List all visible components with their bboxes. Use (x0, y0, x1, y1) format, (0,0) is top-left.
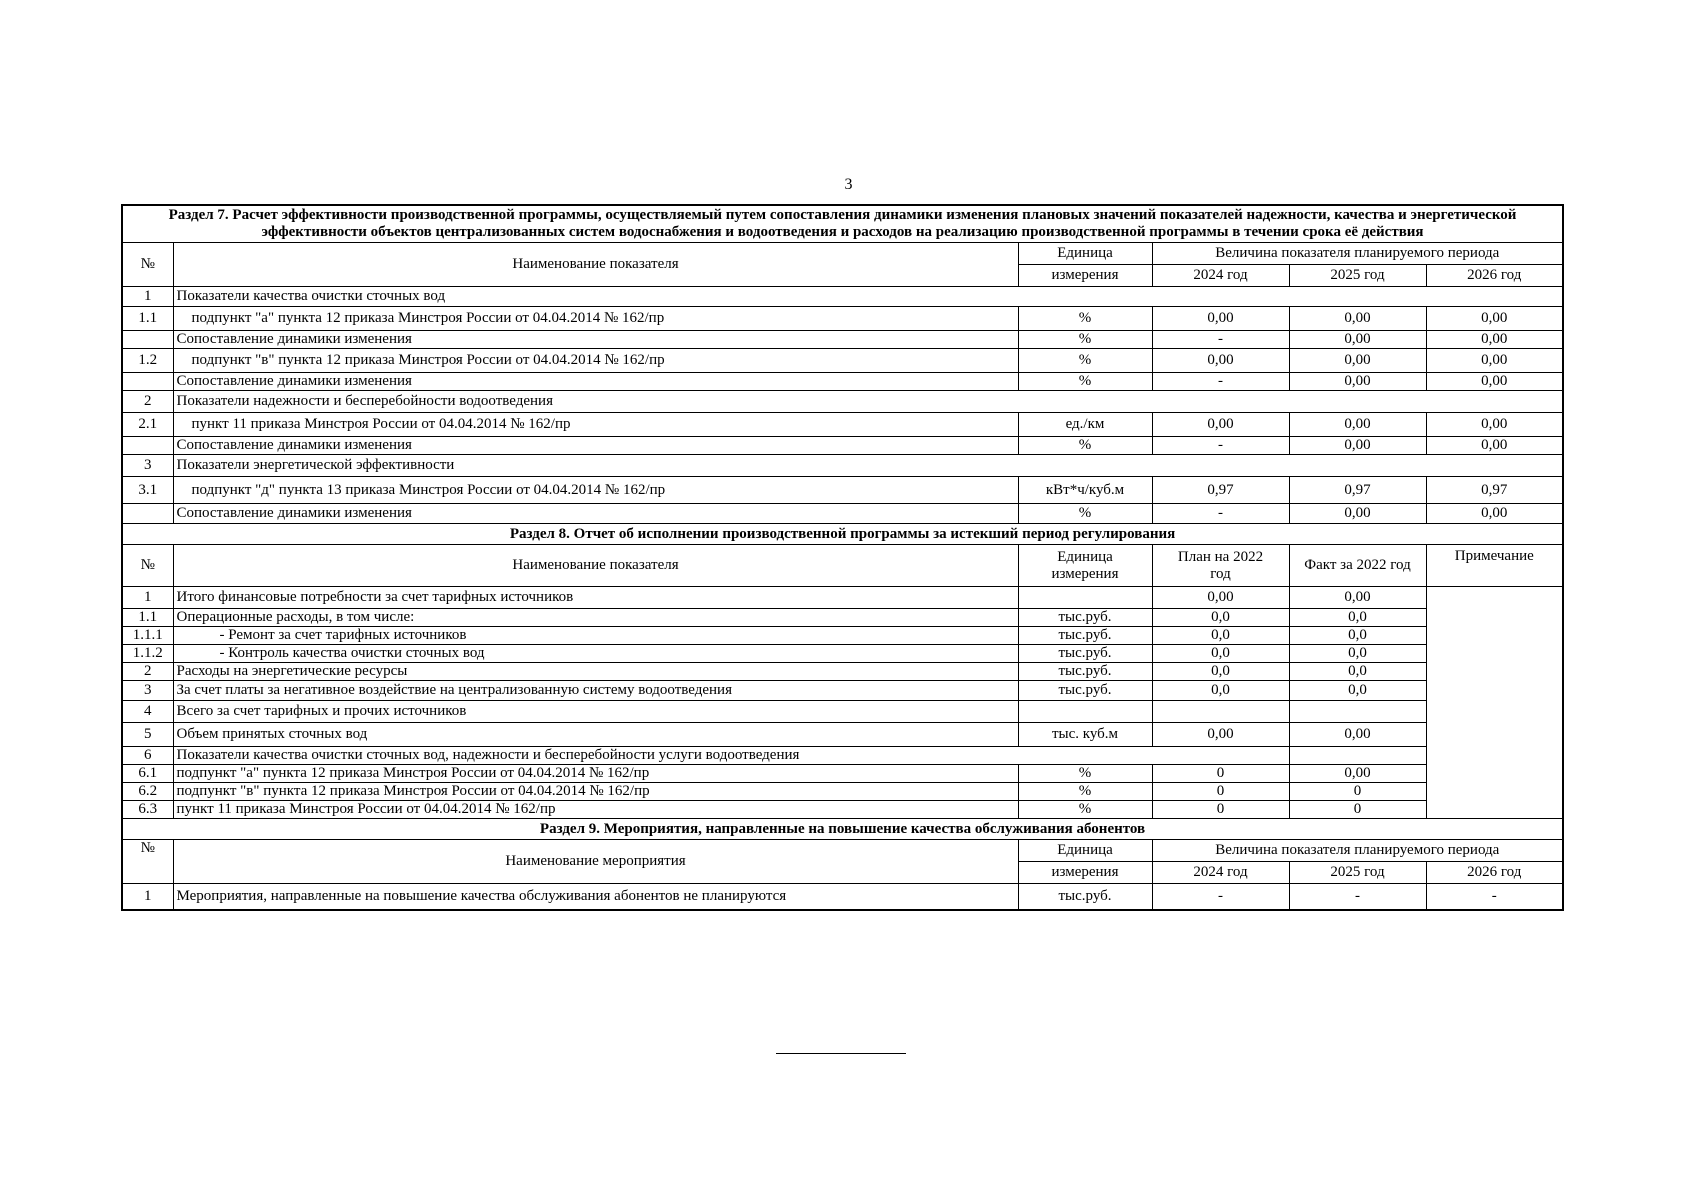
value-plan-2022: 0 (1152, 801, 1289, 819)
row-unit: тыс.руб. (1018, 663, 1152, 681)
value-plan-2022 (1152, 701, 1289, 723)
row-unit: % (1018, 307, 1152, 331)
row-number: 6.3 (122, 801, 173, 819)
value-2026: 0,00 (1426, 373, 1563, 391)
value-plan-2022: 0,0 (1152, 681, 1289, 701)
section9-table (122, 819, 1563, 910)
column-header-unit-line1: Единица (1057, 548, 1113, 565)
value-fact-2022: 0,0 (1289, 645, 1426, 663)
row-number: 1.1.1 (122, 627, 173, 645)
row-unit: тыс.руб. (1018, 627, 1152, 645)
row-number: 3 (122, 681, 173, 701)
value-fact-2022: 0,00 (1289, 587, 1426, 609)
row-unit: % (1018, 504, 1152, 524)
column-header-unit-line1: Единица (1018, 840, 1152, 862)
row-unit: % (1018, 801, 1152, 819)
row-name: Итого финансовые потребности за счет тарифных источников (173, 587, 1018, 609)
value-2024: 0,00 (1152, 413, 1289, 437)
value-fact-2022: 0 (1289, 801, 1426, 819)
value-2025: 0,00 (1289, 349, 1426, 373)
table-row (122, 307, 1563, 331)
table-row (122, 645, 1563, 663)
page-number: 3 (844, 176, 853, 193)
column-header-plan-line2: год (1210, 565, 1231, 582)
row-number: 3 (122, 455, 173, 477)
table-row (122, 587, 1563, 609)
row-unit: тыс. куб.м (1018, 723, 1152, 747)
row-number: 3.1 (122, 477, 173, 504)
value-2026: 0,00 (1426, 504, 1563, 524)
table-row (122, 413, 1563, 437)
column-header-unit-line2: измерения (1051, 565, 1119, 582)
row-number: 6 (122, 747, 173, 765)
row-name: пункт 11 приказа Минстроя России от 04.04.2014 № 162/пр (173, 801, 1018, 819)
row-unit: % (1018, 331, 1152, 349)
row-number: 1 (122, 287, 173, 307)
table-row (122, 455, 1563, 477)
row-name: подпункт "в" пункта 12 приказа Минстроя России от 04.04.2014 № 162/пр (173, 349, 1018, 373)
value-2026: 0,00 (1426, 349, 1563, 373)
column-header-2026: 2026 год (1426, 265, 1563, 287)
column-header-note: Примечание (1426, 545, 1563, 587)
row-name: Сопоставление динамики изменения (173, 437, 1018, 455)
value-2025: - (1289, 884, 1426, 910)
table-row (122, 801, 1563, 819)
table-row (122, 627, 1563, 645)
value-plan-2022: 0,00 (1152, 723, 1289, 747)
column-header-name: Наименование показателя (173, 545, 1018, 587)
value-fact-2022: 0,0 (1289, 681, 1426, 701)
value-fact-2022: 0,0 (1289, 609, 1426, 627)
report-sheet (121, 204, 1562, 911)
row-number (122, 437, 173, 455)
row-number: 1.1 (122, 307, 173, 331)
row-name: За счет платы за негативное воздействие на централизованную систему водоотведения (173, 681, 1018, 701)
value-2024: - (1152, 437, 1289, 455)
value-plan-2022: 0,00 (1152, 587, 1289, 609)
value-2024: 0,00 (1152, 307, 1289, 331)
column-header-fact: Факт за 2022 год (1289, 545, 1426, 587)
section9-title: Раздел 9. Мероприятия, направленные на повышение качества обслуживания абонентов (122, 819, 1563, 840)
row-name: Сопоставление динамики изменения (173, 373, 1018, 391)
column-header-period: Величина показателя планируемого периода (1152, 840, 1563, 862)
column-header-2025: 2025 год (1289, 265, 1426, 287)
row-unit: тыс.руб. (1018, 681, 1152, 701)
row-unit: % (1018, 349, 1152, 373)
table-row (122, 723, 1563, 747)
row-number (122, 373, 173, 391)
column-header-period: Величина показателя планируемого периода (1152, 243, 1563, 265)
column-header-number: № (122, 840, 173, 884)
value-plan-2022: 0,0 (1152, 627, 1289, 645)
table-row (122, 349, 1563, 373)
row-number: 1.1.2 (122, 645, 173, 663)
table-row (122, 477, 1563, 504)
row-name: подпункт "д" пункта 13 приказа Минстроя России от 04.04.2014 № 162/пр (173, 477, 1018, 504)
row-name: Всего за счет тарифных и прочих источников (173, 701, 1018, 723)
row-name: подпункт "а" пункта 12 приказа Минстроя России от 04.04.2014 № 162/пр (173, 307, 1018, 331)
value-fact-2022 (1289, 701, 1426, 723)
value-2024: - (1152, 884, 1289, 910)
row-name: Показатели качества очистки сточных вод, надежности и бесперебойности услуги водоотведения (173, 747, 1289, 765)
column-header-name: Наименование показателя (173, 243, 1018, 287)
row-unit: кВт*ч/куб.м (1018, 477, 1152, 504)
value-plan-2022: 0,0 (1152, 609, 1289, 627)
row-name: Расходы на энергетические ресурсы (173, 663, 1018, 681)
value-2026: 0,00 (1426, 437, 1563, 455)
note-cell (1426, 587, 1563, 819)
value-fact-2022: 0,0 (1289, 627, 1426, 645)
column-header-unit (1018, 545, 1152, 587)
value-2025: 0,00 (1289, 437, 1426, 455)
table-row (122, 884, 1563, 910)
row-name: подпункт "а" пункта 12 приказа Минстроя России от 04.04.2014 № 162/пр (173, 765, 1018, 783)
row-unit: % (1018, 783, 1152, 801)
table-row (122, 437, 1563, 455)
row-name: Показатели энергетической эффективности (173, 455, 1563, 477)
row-name: Сопоставление динамики изменения (173, 331, 1018, 349)
row-number: 6.1 (122, 765, 173, 783)
row-name: - Контроль качества очистки сточных вод (173, 645, 1018, 663)
column-header-2025: 2025 год (1289, 862, 1426, 884)
section8-title: Раздел 8. Отчет об исполнении производственной программы за истекший период регулирования (122, 524, 1563, 545)
row-unit (1018, 587, 1152, 609)
section7-table (122, 205, 1563, 524)
row-name: Показатели качества очистки сточных вод (173, 287, 1563, 307)
row-number: 1 (122, 884, 173, 910)
column-header-plan (1152, 545, 1289, 587)
row-number: 1.1 (122, 609, 173, 627)
table-row (122, 331, 1563, 349)
row-name: Показатели надежности и бесперебойности водоотведения (173, 391, 1563, 413)
value-plan-2022: 0 (1152, 765, 1289, 783)
column-header-number: № (122, 545, 173, 587)
table-row (122, 681, 1563, 701)
column-header-name: Наименование мероприятия (173, 840, 1018, 884)
value-2026: - (1426, 884, 1563, 910)
row-unit: % (1018, 437, 1152, 455)
value-2024: - (1152, 504, 1289, 524)
value-2025: 0,00 (1289, 373, 1426, 391)
column-header-number: № (122, 243, 173, 287)
value-fact-2022: 0,0 (1289, 663, 1426, 681)
table-row (122, 783, 1563, 801)
row-number: 2.1 (122, 413, 173, 437)
value-plan-2022: 0 (1152, 783, 1289, 801)
table-row (122, 701, 1563, 723)
value-2025: 0,00 (1289, 413, 1426, 437)
row-unit: тыс.руб. (1018, 884, 1152, 910)
row-unit: тыс.руб. (1018, 609, 1152, 627)
row-name: Операционные расходы, в том числе: (173, 609, 1018, 627)
value-2025: 0,00 (1289, 504, 1426, 524)
row-unit: тыс.руб. (1018, 645, 1152, 663)
row-unit: % (1018, 373, 1152, 391)
value-2026: 0,00 (1426, 331, 1563, 349)
table-row (122, 609, 1563, 627)
row-number: 5 (122, 723, 173, 747)
table-row (122, 663, 1563, 681)
value-2024: 0,97 (1152, 477, 1289, 504)
row-name: пункт 11 приказа Минстроя России от 04.04.2014 № 162/пр (173, 413, 1018, 437)
section7-title: Раздел 7. Расчет эффективности производственной программы, осуществляемый путем сопоставления динамики изменения плановых значений показателей надежности, качества и энергетической эффективности объектов централизованных систем водоснабжения и водоотведения и расходов на реализацию производственной программы в течении срока её действия (122, 205, 1563, 243)
table-row (122, 287, 1563, 307)
value-plan-2022: 0,0 (1152, 663, 1289, 681)
value-2024: 0,00 (1152, 349, 1289, 373)
table-row (122, 391, 1563, 413)
table-row (122, 747, 1563, 765)
row-unit: ед./км (1018, 413, 1152, 437)
row-number (122, 504, 173, 524)
row-unit (1018, 701, 1152, 723)
value-2025: 0,97 (1289, 477, 1426, 504)
value-fact-2022: 0,00 (1289, 765, 1426, 783)
column-header-2026: 2026 год (1426, 862, 1563, 884)
value-2026: 0,97 (1426, 477, 1563, 504)
column-header-2024: 2024 год (1152, 265, 1289, 287)
column-header-unit-line2: измерения (1018, 265, 1152, 287)
row-number: 1 (122, 587, 173, 609)
row-number: 6.2 (122, 783, 173, 801)
row-name: - Ремонт за счет тарифных источников (173, 627, 1018, 645)
row-unit: % (1018, 765, 1152, 783)
row-number: 4 (122, 701, 173, 723)
value-2024: - (1152, 373, 1289, 391)
table-row (122, 765, 1563, 783)
value-fact-2022: 0 (1289, 783, 1426, 801)
row-name: Мероприятия, направленные на повышение качества обслуживания абонентов не планируются (173, 884, 1018, 910)
row-name: подпункт "в" пункта 12 приказа Минстроя России от 04.04.2014 № 162/пр (173, 783, 1018, 801)
row-number: 2 (122, 663, 173, 681)
closing-divider (776, 1053, 906, 1054)
column-header-2024: 2024 год (1152, 862, 1289, 884)
value-2025: 0,00 (1289, 331, 1426, 349)
value-2026: 0,00 (1426, 307, 1563, 331)
section8-table (122, 524, 1563, 819)
row-number: 2 (122, 391, 173, 413)
column-header-plan-line1: План на 2022 (1177, 548, 1264, 565)
production-program-table (121, 204, 1564, 911)
value-2025: 0,00 (1289, 307, 1426, 331)
value-2026: 0,00 (1426, 413, 1563, 437)
column-header-unit-line2: измерения (1018, 862, 1152, 884)
column-header-unit-line1: Единица (1018, 243, 1152, 265)
row-number (122, 331, 173, 349)
value-2024: - (1152, 331, 1289, 349)
row-name: Объем принятых сточных вод (173, 723, 1018, 747)
table-row (122, 373, 1563, 391)
table-row (122, 504, 1563, 524)
value-plan-2022: 0,0 (1152, 645, 1289, 663)
row-number: 1.2 (122, 349, 173, 373)
row-name: Сопоставление динамики изменения (173, 504, 1018, 524)
value-fact-2022: 0,00 (1289, 723, 1426, 747)
